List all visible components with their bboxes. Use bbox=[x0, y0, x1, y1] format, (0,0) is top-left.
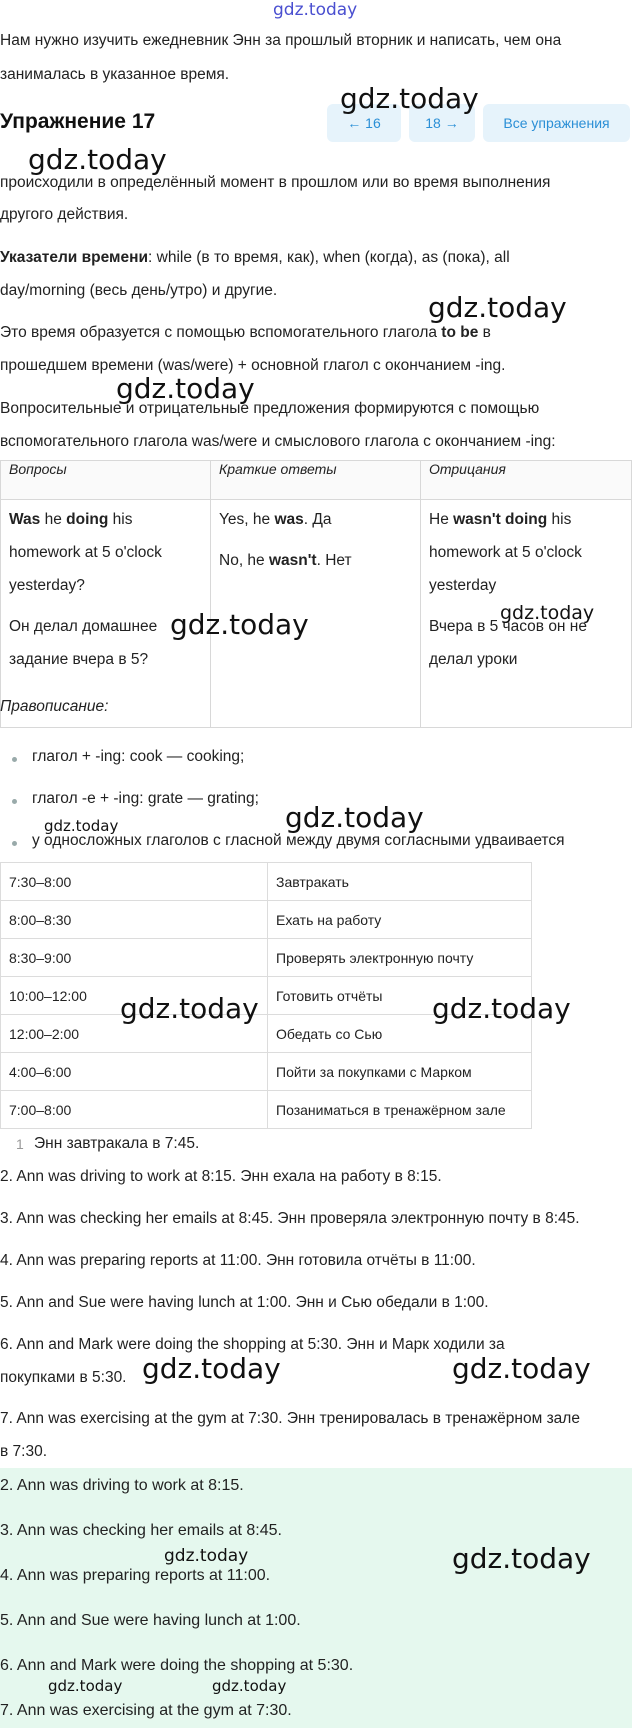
watermark: gdz.today bbox=[170, 608, 309, 641]
cell-text bbox=[219, 503, 412, 536]
watermark: gdz.today bbox=[212, 1677, 287, 1695]
cell-text bbox=[219, 544, 412, 577]
green-answer-line: 6. Ann and Mark were doing the shopping at 5:30. bbox=[0, 1657, 354, 1674]
green-answer-line: 5. Ann and Sue were having lunch at 1:00. bbox=[0, 1612, 301, 1629]
table-cell: Позаниматься в тренажёрном зале bbox=[268, 1091, 532, 1129]
intro-line-2: занималась в указанное время. bbox=[0, 66, 230, 83]
time-markers-line-2: day/morning (весь день/утро) и другие. bbox=[0, 282, 278, 299]
watermark-top: gdz.today bbox=[273, 0, 358, 20]
cell-text: Yes, he bbox=[219, 511, 275, 528]
watermark: gdz.today bbox=[452, 1352, 591, 1385]
questions-line-1: Вопросительные и отрицательные предложения формируются с помощью bbox=[0, 400, 540, 417]
cell-text: wasn't doing bbox=[453, 511, 548, 528]
watermark: gdz.today bbox=[44, 817, 119, 835]
table-row bbox=[1, 901, 532, 939]
cell-text: his bbox=[108, 511, 133, 528]
spelling-item: у односложных глаголов с гласной между двумя согласными удваивается bbox=[32, 832, 565, 849]
cell-text: his bbox=[547, 511, 572, 528]
cell-text: doing bbox=[66, 511, 109, 528]
table-cell: 4:00–6:00 bbox=[1, 1053, 268, 1091]
spelling-item: глагол -e + -ing: grate — grating; bbox=[32, 790, 259, 807]
table-cell: 7:00–8:00 bbox=[1, 1091, 268, 1129]
intro-line-1: Нам нужно изучить ежедневник Энн за прошлый вторник и написать, чем она bbox=[0, 32, 562, 49]
table-header: Вопросы bbox=[1, 461, 211, 500]
table-cell: Завтракать bbox=[268, 863, 532, 901]
bullet-icon bbox=[12, 799, 17, 804]
time-markers-text: : while (в то время, как), when (когда), as (пока), all bbox=[148, 249, 510, 266]
next-exercise-button[interactable]: 18 → bbox=[409, 104, 475, 142]
table-cell: Готовить отчёты bbox=[268, 977, 532, 1015]
formation-text: Это время образуется с помощью вспомогательного глагола bbox=[0, 324, 442, 341]
table-cell: 12:00–2:00 bbox=[1, 1015, 268, 1053]
table-row bbox=[1, 1053, 532, 1091]
answer-line: 3. Ann was checking her emails at 8:45. Энн проверяла электронную почту в 8:45. bbox=[0, 1210, 580, 1227]
answer-line: в 7:30. bbox=[0, 1443, 48, 1460]
table-cell: 10:00–12:00 bbox=[1, 977, 268, 1015]
table-header: Краткие ответы bbox=[211, 461, 421, 500]
table-cell: Обедать со Сью bbox=[268, 1015, 532, 1053]
table-row bbox=[1, 863, 532, 901]
watermark: gdz.today bbox=[120, 992, 259, 1025]
cell-text: Он делал домашнее bbox=[9, 618, 158, 635]
cell-text bbox=[9, 503, 202, 536]
cell-text: yesterday? bbox=[9, 577, 85, 594]
bullet-icon bbox=[12, 757, 17, 762]
answer-line: покупками в 5:30. bbox=[0, 1369, 127, 1386]
formation-line-1 bbox=[0, 324, 491, 342]
table-cell: 7:30–8:00 bbox=[1, 863, 268, 901]
table-header: Отрицания bbox=[421, 461, 632, 500]
table-row bbox=[1, 939, 532, 977]
watermark: gdz.today bbox=[28, 143, 167, 176]
table-cell: Проверять электронную почту bbox=[268, 939, 532, 977]
green-answer-line: 2. Ann was driving to work at 8:15. bbox=[0, 1477, 244, 1494]
grammar-table bbox=[0, 460, 632, 728]
cell-text: homework at 5 o'clock bbox=[429, 544, 582, 561]
watermark: gdz.today bbox=[116, 372, 255, 405]
watermark: gdz.today bbox=[164, 1546, 249, 1566]
watermark: gdz.today bbox=[142, 1352, 281, 1385]
theory-line-2: другого действия. bbox=[0, 206, 129, 223]
watermark: gdz.today bbox=[452, 1542, 591, 1575]
answer-line: 5. Ann and Sue were having lunch at 1:00. Энн и Сью обедали в 1:00. bbox=[0, 1294, 489, 1311]
cell-text: делал уроки bbox=[429, 651, 518, 668]
cell-text: was bbox=[274, 511, 304, 528]
formation-to-be: to be bbox=[441, 324, 479, 341]
spelling-item: глагол + -ing: cook — cooking; bbox=[32, 748, 245, 765]
table-cell: 8:30–9:00 bbox=[1, 939, 268, 977]
table-cell: 8:00–8:30 bbox=[1, 901, 268, 939]
watermark: gdz.today bbox=[340, 82, 479, 115]
green-answer-line: 7. Ann was exercising at the gym at 7:30. bbox=[0, 1702, 292, 1719]
cell-text: Вчера в 5 часов он не bbox=[429, 618, 587, 635]
watermark: gdz.today bbox=[500, 602, 595, 624]
bullet-icon bbox=[12, 841, 17, 846]
time-markers-line bbox=[0, 249, 510, 267]
cell-text: No, he bbox=[219, 552, 269, 569]
answer-number: 1 bbox=[16, 1136, 24, 1152]
answer-line: Энн завтракала в 7:45. bbox=[34, 1135, 200, 1152]
cell-text: he bbox=[40, 511, 67, 528]
watermark: gdz.today bbox=[285, 801, 424, 834]
formation-line-2: прошедшем времени (was/were) + основной глагол с окончанием -ing. bbox=[0, 357, 506, 374]
table-row bbox=[1, 1091, 532, 1129]
cell-text: задание вчера в 5? bbox=[9, 651, 149, 668]
table-cell: Ехать на работу bbox=[268, 901, 532, 939]
questions-line-2: вспомогательного глагола was/were и смыслового глагола с окончанием -ing: bbox=[0, 433, 556, 450]
cell-text: . Да bbox=[303, 511, 332, 528]
answer-line: 6. Ann and Mark were doing the shopping at 5:30. Энн и Марк ходили за bbox=[0, 1336, 505, 1353]
spelling-label: Правописание: bbox=[0, 698, 109, 715]
answer-line: 2. Ann was driving to work at 8:15. Энн ехала на работу в 8:15. bbox=[0, 1168, 442, 1185]
table-cell: Пойти за покупками с Марком bbox=[268, 1053, 532, 1091]
theory-line-1: происходили в определённый момент в прошлом или во время выполнения bbox=[0, 174, 551, 191]
watermark: gdz.today bbox=[48, 1677, 123, 1695]
cell-text: yesterday bbox=[429, 577, 497, 594]
page-title: Упражнение 17 bbox=[0, 110, 156, 133]
answer-line: 7. Ann was exercising at the gym at 7:30. Энн тренировалась в тренажёрном зале bbox=[0, 1410, 580, 1427]
cell-text: homework at 5 o'clock bbox=[9, 544, 162, 561]
watermark: gdz.today bbox=[432, 992, 571, 1025]
cell-text bbox=[429, 503, 623, 536]
watermark: gdz.today bbox=[428, 291, 567, 324]
prev-exercise-button[interactable]: ← 16 bbox=[327, 104, 401, 142]
cell-text: . Нет bbox=[316, 552, 352, 569]
time-markers-label: Указатели времени bbox=[0, 249, 149, 266]
formation-text-end: в bbox=[478, 324, 491, 341]
cell-text: Was bbox=[9, 511, 41, 528]
cell-text: He bbox=[429, 511, 454, 528]
green-answer-line: 4. Ann was preparing reports at 11:00. bbox=[0, 1567, 271, 1584]
cell-text: wasn't bbox=[268, 552, 317, 569]
all-exercises-button[interactable]: Все упражнения bbox=[483, 104, 630, 142]
answer-line: 4. Ann was preparing reports at 11:00. Энн готовила отчёты в 11:00. bbox=[0, 1252, 476, 1269]
green-answer-line: 3. Ann was checking her emails at 8:45. bbox=[0, 1522, 282, 1539]
